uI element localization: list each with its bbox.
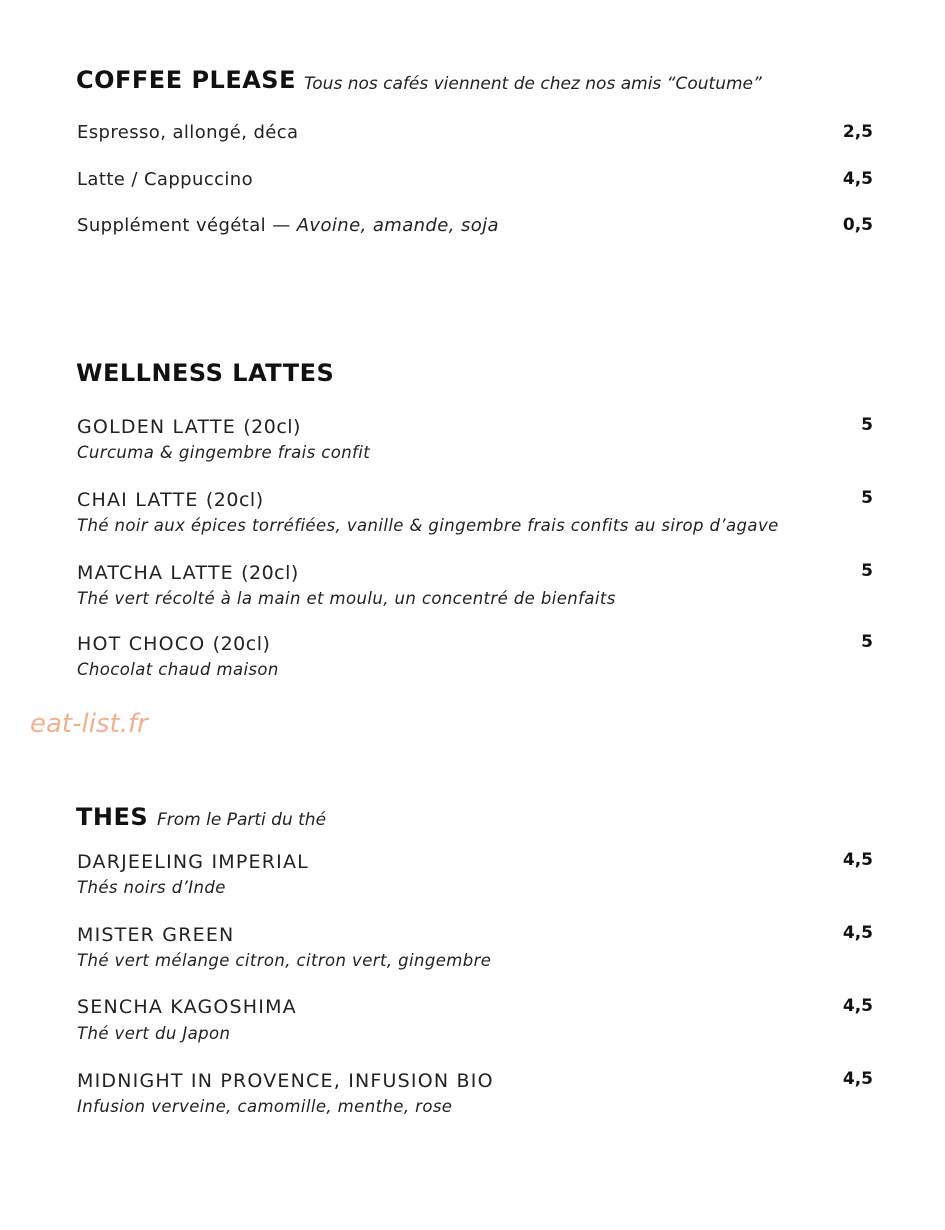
section-title-wellness: WELLNESS LATTES	[76, 359, 335, 387]
price-chai-latte: 5	[861, 488, 873, 508]
section-subtitle-thes: From le Parti du thé	[157, 810, 327, 830]
menu-item-espresso: Espresso, allongé, déca	[77, 122, 299, 143]
item-name: GOLDEN LATTE	[77, 416, 236, 438]
item-description-darjeeling-imperial: Thés noirs d’Inde	[77, 878, 226, 897]
menu-item-latte-cappuccino: Latte / Cappuccino	[77, 169, 254, 190]
price-midnight-in-provence: 4,5	[842, 1069, 873, 1089]
item-name: CHAI LATTE	[77, 489, 199, 511]
section-title-thes: THES	[76, 803, 149, 831]
menu-item-hot-choco	[77, 633, 270, 655]
item-size: (20cl)	[205, 489, 264, 511]
price-golden-latte: 5	[861, 415, 873, 435]
item-name: HOT CHOCO	[77, 633, 206, 655]
menu-item-sencha-kagoshima: SENCHA KAGOSHIMA	[77, 996, 297, 1018]
item-description-hot-choco: Chocolat chaud maison	[77, 660, 279, 679]
item-description-golden-latte: Curcuma & gingembre frais confit	[77, 443, 371, 462]
menu-item-supplement-vegetal	[77, 215, 499, 236]
price-hot-choco: 5	[861, 632, 873, 652]
section-subtitle-coffee: Tous nos cafés viennent de chez nos amis “Coutume”	[304, 74, 762, 94]
menu-item-midnight-in-provence: MIDNIGHT IN PROVENCE, INFUSION BIO	[77, 1070, 494, 1092]
watermark-text: eat-list.fr	[30, 709, 148, 739]
item-description-matcha-latte: Thé vert récolté à la main et moulu, un concentré de bienfaits	[77, 589, 616, 608]
menu-item-matcha-latte	[77, 562, 299, 584]
price-darjeeling-imperial: 4,5	[842, 850, 873, 870]
price-latte-cappuccino: 4,5	[842, 169, 873, 189]
menu-item-golden-latte	[77, 416, 301, 438]
item-name: MATCHA LATTE	[77, 562, 234, 584]
item-description-midnight-in-provence: Infusion verveine, camomille, menthe, rose	[77, 1097, 453, 1116]
item-description-mister-green: Thé vert mélange citron, citron vert, gingembre	[77, 951, 492, 970]
menu-item-chai-latte	[77, 489, 264, 511]
menu-item-darjeeling-imperial: DARJEELING IMPERIAL	[77, 851, 309, 873]
item-size: (20cl)	[243, 416, 301, 438]
menu-item-mister-green: MISTER GREEN	[77, 924, 235, 946]
section-title-coffee: COFFEE PLEASE	[76, 66, 296, 94]
item-description-chai-latte: Thé noir aux épices torréfiées, vanille & gingembre frais confits au sirop d’agave	[77, 516, 779, 535]
item-size: (20cl)	[212, 633, 271, 655]
item-description-sencha-kagoshima: Thé vert du Japon	[77, 1024, 231, 1043]
price-mister-green: 4,5	[842, 923, 873, 943]
price-espresso: 2,5	[842, 122, 873, 142]
item-options: Avoine, amande, soja	[296, 215, 499, 236]
item-name: Supplément végétal —	[77, 215, 297, 236]
price-sencha-kagoshima: 4,5	[842, 996, 873, 1016]
price-supplement-vegetal: 0,5	[842, 215, 873, 235]
price-matcha-latte: 5	[861, 561, 873, 581]
item-size: (20cl)	[241, 562, 299, 584]
